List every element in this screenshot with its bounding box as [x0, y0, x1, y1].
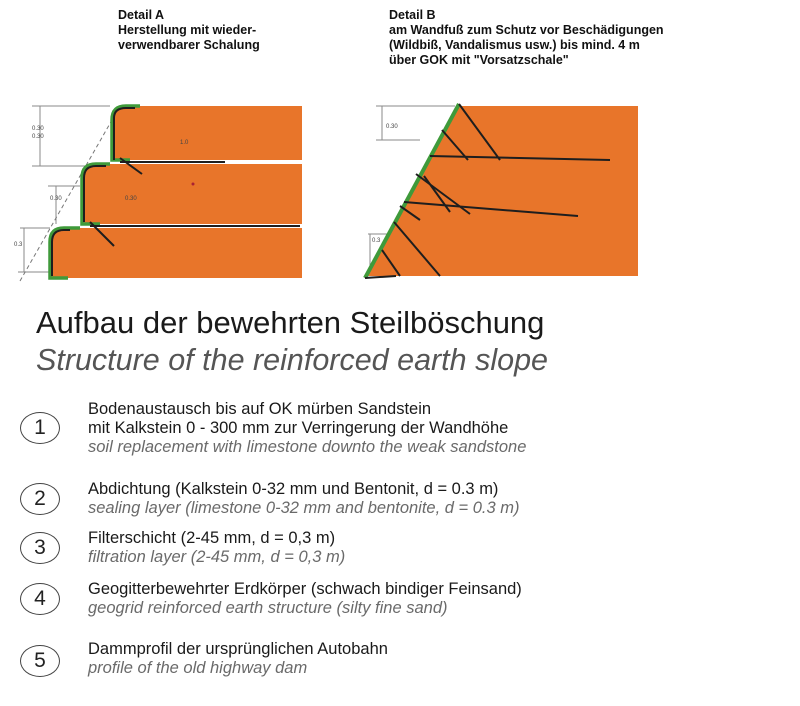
detail-b-line-1: am Wandfuß zum Schutz vor Beschädigungen [389, 23, 664, 37]
detail-b-drawing [360, 90, 650, 286]
legend-number-2: 2 [20, 483, 60, 515]
svg-text:0.3: 0.3 [372, 238, 381, 244]
svg-text:0.30: 0.30 [386, 124, 398, 130]
legend-number-3: 3 [20, 532, 60, 564]
legend-3-english: filtration layer (2-45 mm, d = 0,3 m) [88, 548, 346, 566]
svg-text:0.30: 0.30 [50, 196, 62, 202]
detail-b-line-2: (Wildbiß, Vandalismus usw.) bis mind. 4 m [389, 38, 640, 52]
legend-1-german-line-2: mit Kalkstein 0 - 300 mm zur Verringerung der Wandhöhe [88, 419, 509, 437]
legend-4-english: geogrid reinforced earth structure (silty fine sand) [88, 599, 448, 617]
detail-a-label [118, 8, 260, 53]
detail-a-drawing [10, 96, 310, 286]
svg-text:0.30: 0.30 [32, 126, 44, 132]
svg-text:0.30: 0.30 [32, 134, 44, 140]
legend-text-3 [88, 529, 345, 567]
legend-text-5 [88, 640, 388, 678]
detail-a-line-1: Herstellung mit wieder- [118, 23, 257, 37]
detail-a-title: Detail A [118, 8, 165, 22]
legend-2-english: sealing layer (limestone 0-32 mm and bentonite, d = 0.3 m) [88, 499, 520, 517]
detail-b-label [389, 8, 664, 68]
main-heading-german: Aufbau der bewehrten Steilböschung [36, 305, 545, 340]
legend-2-german-line-1: Abdichtung (Kalkstein 0-32 mm und Bentonit, d = 0.3 m) [88, 480, 499, 498]
legend-number-5: 5 [20, 645, 60, 677]
detail-b-soil-body [366, 106, 638, 276]
detail-a-line-2: verwendbarer Schalung [118, 38, 260, 52]
legend-5-german-line-1: Dammprofil der ursprünglichen Autobahn [88, 640, 388, 658]
main-heading-english: Structure of the reinforced earth slope [36, 343, 549, 377]
detail-a-marker-dot [192, 183, 195, 186]
legend-3-german-line-1: Filterschicht (2-45 mm, d = 0,3 m) [88, 529, 336, 547]
legend-number-1: 1 [20, 412, 60, 444]
svg-text:0.3: 0.3 [14, 242, 23, 248]
legend-text-1 [88, 400, 526, 457]
svg-text:1.0: 1.0 [180, 140, 189, 146]
detail-b-line-3: über GOK mit "Vorsatzschale" [389, 53, 569, 67]
legend-number-4: 4 [20, 583, 60, 615]
legend-5-english: profile of the old highway dam [88, 659, 308, 677]
detail-a-soil-layers [50, 106, 302, 278]
legend-text-2 [88, 480, 520, 518]
legend-4-german-line-1: Geogitterbewehrter Erdkörper (schwach bindiger Feinsand) [88, 580, 522, 598]
svg-text:0.30: 0.30 [125, 196, 137, 202]
legend-1-english: soil replacement with limestone downto the weak sandstone [88, 438, 527, 456]
detail-b-title: Detail B [389, 8, 436, 22]
legend-text-4 [88, 580, 522, 618]
legend-1-german-line-1: Bodenaustausch bis auf OK mürben Sandstein [88, 400, 432, 418]
